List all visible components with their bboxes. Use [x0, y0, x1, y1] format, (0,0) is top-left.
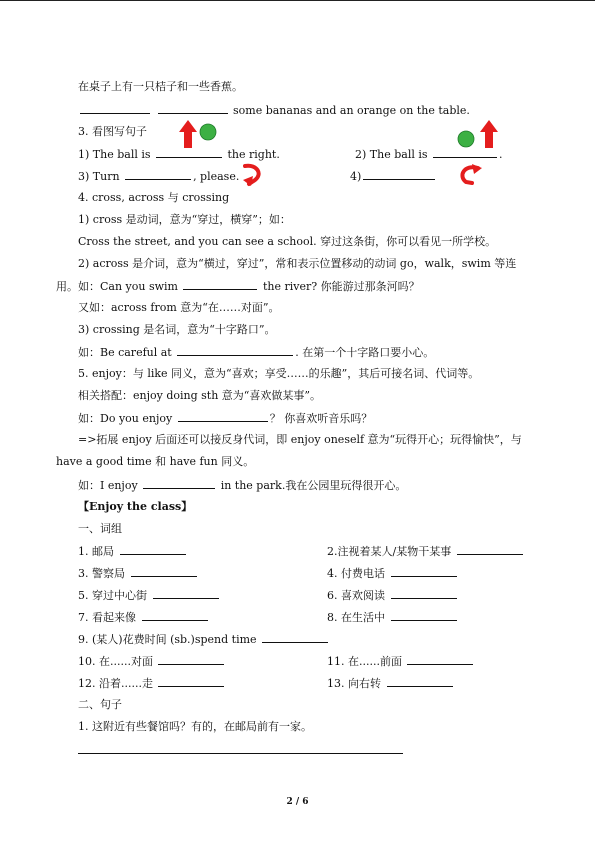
example-line: 如：Be careful at . 在第一个十字路口要小心。: [78, 346, 435, 359]
answer-blank[interactable]: [457, 544, 523, 555]
answer-blank[interactable]: [131, 566, 197, 577]
phrase-item: 12. 沿着......走: [78, 676, 226, 691]
text-line: 在桌子上有一只桔子和一些香蕉。: [78, 80, 243, 93]
answer-blank[interactable]: [178, 411, 268, 422]
answer-blank[interactable]: [177, 345, 293, 356]
phrase-item: 3. 警察局: [78, 566, 199, 581]
turn-arrow-icon: [456, 164, 484, 186]
phrase-item: 13. 向右转: [327, 676, 455, 691]
up-arrow-icon: [479, 120, 499, 148]
answer-blank[interactable]: [158, 676, 224, 687]
answer-blank[interactable]: [143, 478, 215, 489]
text-line: 5. enjoy：与 like 同义，意为“喜欢；享受……的乐趣”，其后可接名词、代词等。: [78, 367, 480, 380]
phrase-item: 5. 穿过中心街: [78, 588, 221, 603]
text-line: 2) across 是介词，意为“横过，穿过”，常和表示位置移动的动词 go，walk，swim 等连: [78, 257, 517, 270]
phrase-item: 10. 在......对面: [78, 654, 226, 669]
text-line: 1. 这附近有些餐馆吗？有的，在邮局前有一家。: [78, 720, 312, 733]
answer-blank[interactable]: [158, 654, 224, 665]
example-line: 用。如：Can you swim the river? 你能游过那条河吗？: [56, 280, 420, 293]
phrase-item: 8. 在生活中: [327, 610, 459, 625]
ball-icon: [457, 130, 475, 148]
text-line: 3) crossing 是名词，意为“十字路口”。: [78, 323, 276, 336]
text-line: 1) cross 是动词，意为“穿过，横穿”；如：: [78, 213, 291, 226]
text-line: 又如：across from 意为“在……对面”。: [78, 301, 280, 314]
question-1: 1) The ball is the right.: [78, 148, 280, 161]
section-heading: 一、词组: [78, 522, 122, 535]
text-line: 相关搭配：enjoy doing sth 意为“喜欢做某事”。: [78, 389, 322, 402]
section-heading: 3. 看图写句子: [78, 125, 147, 138]
up-arrow-icon: [178, 120, 198, 148]
answer-blank[interactable]: [80, 103, 150, 114]
text-line: have a good time 和 have fun 同义。: [56, 455, 255, 468]
phrase-item: 6. 喜欢阅读: [327, 588, 459, 603]
phrase-item: 2.注视着某人/某物干某事: [327, 544, 525, 559]
answer-blank[interactable]: [387, 676, 453, 687]
answer-blank[interactable]: [120, 544, 186, 555]
answer-blank[interactable]: [391, 610, 457, 621]
answer-blank[interactable]: [391, 566, 457, 577]
answer-blank[interactable]: [142, 610, 208, 621]
example-line: 如：I enjoy in the park.我在公园里玩得很开心。: [78, 479, 407, 492]
ball-icon: [199, 123, 217, 141]
section-heading: 二、句子: [78, 698, 122, 711]
answer-blank[interactable]: [158, 103, 228, 114]
question-3: 3) Turn , please.: [78, 170, 240, 183]
phrase-item: 9. (某人)花费时间 (sb.)spend time: [78, 632, 330, 647]
answer-blank[interactable]: [262, 632, 328, 643]
text-line: Cross the street, and you can see a school. 穿过这条街，你可以看见一所学校。: [78, 235, 497, 248]
phrase-item: 11. 在......前面: [327, 654, 475, 669]
answer-blank[interactable]: [183, 279, 257, 290]
answer-blank[interactable]: [156, 147, 222, 158]
turn-arrow-icon: [241, 162, 265, 186]
phrase-item: 1. 邮局: [78, 544, 188, 559]
answer-blank[interactable]: [433, 147, 497, 158]
answer-blank[interactable]: [391, 588, 457, 599]
fill-line: [78, 103, 470, 118]
answer-line[interactable]: [78, 753, 403, 754]
phrase-item: 4. 付费电话: [327, 566, 459, 581]
section-heading: 4. cross, across 与 crossing: [78, 191, 230, 204]
phrase-item: 7. 看起来像: [78, 610, 210, 625]
question-4: 4): [350, 169, 437, 184]
answer-blank[interactable]: [153, 588, 219, 599]
page-number: 2 / 6: [286, 797, 309, 807]
top-rule: [0, 0, 595, 1]
section-title: 【Enjoy the class】: [78, 500, 193, 513]
answer-blank[interactable]: [407, 654, 473, 665]
line-text: some bananas and an orange on the table.: [233, 104, 470, 117]
text-line: =>拓展 enjoy 后面还可以接反身代词，即 enjoy oneself 意为“玩得开心；玩得愉快”，与: [78, 433, 522, 446]
answer-blank[interactable]: [125, 169, 191, 180]
question-2: 2) The ball is .: [355, 148, 503, 161]
answer-blank[interactable]: [363, 169, 435, 180]
example-line: 如：Do you enjoy ？ 你喜欢听音乐吗？: [78, 412, 373, 425]
